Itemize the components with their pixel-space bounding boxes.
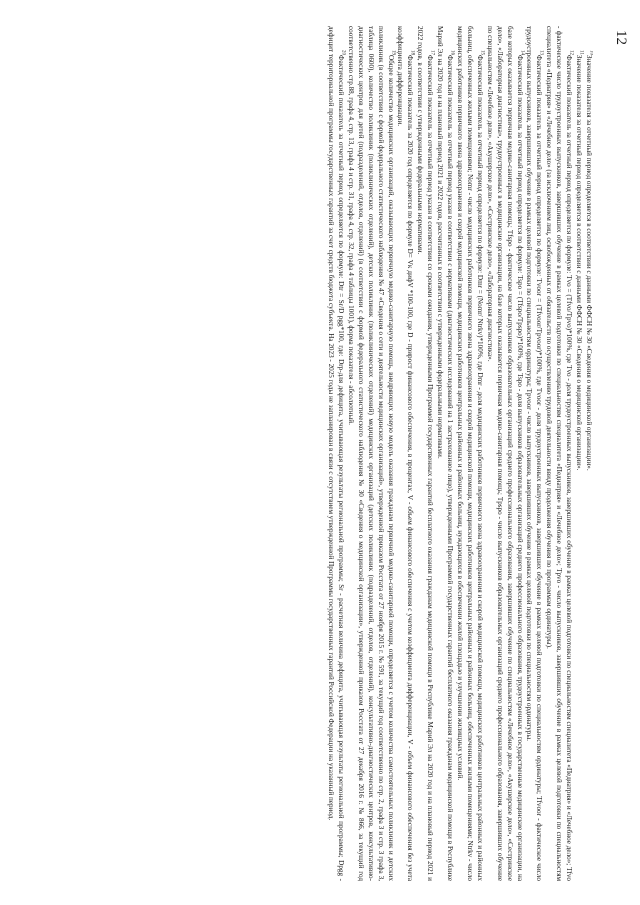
footnote-13: $^{13}$Фактический показатель за отчетный период определяется по формуле: Tvoor = (Tfvoor/Tpvoor)*100%, где Tvoor - доля трудоустроенных выпускников, завершивших обучение в рамках целевой подготовки по специальностям ординатуры; Tfvoor - фактическое число трудоустроенных выпускников, завершивших обучение в рамках целевой подготовки по специальностям ординатуры; Tpvoor - число выпускников, завершивших обучение в рамках целевой подготовки по специальностям ординатуры. <box>525 26 544 881</box>
footnote-12: $^{12}$Фактический показатель за отчетный период определяется по формуле: Tvo = (Tfvo/Tpvo)*100%, где Tvo - доля трудоустроенных выпускников, завершивших обучение в рамках целевой подготовки по специальностям специалитета «Педиатрия» и «Лечебное дело»; Tfvo - фактическое число трудоустроенных выпускников, завершивших обучение в рамках целевой подготовки по специальностям специалитета «Педиатрия» и «Лечебное дело»; Tpvo - число выпускников, завершивших обучение в рамках целевой подготовки по специальностям специалитета «Педиатрия» и «Лечебное дело» (за исключением лиц, освобожденных от обязательств по осуществлению трудовой деятельности ввиду продолжения обучения по программам ординатуры). <box>545 26 574 881</box>
footnotes-block <box>45 26 593 881</box>
footnote-15: $^{15}$Фактический показатель за отчетный период определяется по формуле: Dmr = (Nomr/ Ntrkv)*100%, где Dmr - доля медицинских работников первичного звена здравоохранения и скорой медицинской помощи, медицинских работников центральных районных и районных больниц, обеспеченных жилыми помещениями; Nomr - число медицинских работников первичного звена здравоохранения и скорой медицинской помощи, медицинских работников центральных районных и районных больниц, обеспеченных жилыми помещениями; Ntrkv - число медицинских работников первичного звена здравоохранения и скорой медицинской помощи, медицинских работников центральных районных и районных больниц, нуждающихся в обеспечении жилой площадью и улучшении жилищных условий. <box>456 26 485 881</box>
footnote-16: $^{16}$Фактический показатель за отчетный период указан в соответствии с нормативами (диагностических исследований на 1 застрахованное лицо), утвержденными Программой государственных гарантий бесплатного оказания гражданам медицинской помощи в Республике Марий Эл на 2020 год и на плановый период 2021 и 2022 годов, рассчитанных в соответствии с утвержденными федеральными нормативами. <box>436 26 455 881</box>
page-number: 12 <box>613 30 629 45</box>
footnote-18: $^{18}$Фактический показатель за 2020 год определяется по формуле D= Vк дифV *100-100, где D - прирост финансового обеспечения, в процентах, V - объем финансового обеспечения с учетом коэффициента дифференциации, V - объем финансового обеспечения без учета коэффициента дифференциации. <box>396 26 415 881</box>
footnote-14: $^{14}$Фактический показатель за отчетный период определяется по формуле: Tspo = (Tfspo/Tpspo)*100%, где Tspo - доля выпускников образовательных организаций среднего профессионального образования, трудоустроенных в государственные медицинские организации, на базе которых оказывается первичная медико-санитарная помощь; Tfspo - фактическое число выпускников образовательных организаций среднего профессионального образования, завершивших обучение по специальностям «Лечебное дело», «Акушерское дело», «Сестринское дело», «Лабораторная диагностика», трудоустроенных в медицинские организации, на базе которых оказывается первичная медико-санитарная помощь; Tpspo - число выпускников образовательных организаций среднего профессионального образования, завершивших обучение по специальностям «Лечебное дело», «Акушерское дело», «Сестринское дело», «Лабораторная диагностика». <box>485 26 524 881</box>
footnote-11: $^{11}$Значение показателя за отчетный период определяется в соответствии с данными ФФСН № 30 «Сведения о медицинской организации». <box>575 50 584 471</box>
footnote-17: $^{17}$Фактический показатель за отчетный период указан в соответствии со сроками ожидания, утвержденными Программой государственных гарантий бесплатного оказания гражданам медицинской помощи в Республике Марий Эл на 2020 год и на плановый период 2021 и 2022 годов, в соответствии с утвержденными федеральными нормативами. <box>416 26 435 881</box>
footnote-10: $^{10}$Значение показателя за отчетный период определяется в соответствии с данными ФФСН № 30 «Сведения о медицинской организации». <box>585 50 593 471</box>
footnote-20: $^{20}$Фактический показатель за отчетный период определяется по формуле: Dtr = Sr/D pgg*100, где: Drp-для дефицита, учитывающая результаты региональной программы; Sr - расчетная величина дефицита, учитывающая результаты региональной программы; Dpgg - дефицит территориальной программы государственных гарантий за счет средств бюджета субъекта. На 2023 - 2025 годы не запланирован в связи с отсутствием утвержденной Программы государственных гарантий Российской Федерации на указанный период. <box>327 26 346 881</box>
footnote-19: $^{19}$Общее количество медицинских организаций, оказывающих первичную медико-санитарную помощь, внедряющих новую модель оказания гражданам первичной медико-санитарной помощи, определяется с учетом количества самостоятельных поликлиник и детских поликлиник (в соответствии с формой федерального статистического наблюдения № 47 «Сведения о сети и деятельности медицинских организаций», утвержденной приказом Росстата от 27 ноября 2015 г. № 591, за текущий год соответственно по стр. 2, графа 3 и стр. 3 графа 3, таблица 0600), количество поликлиник (поликлинических отделений), детских поликлиник (поликлинических отделений) медицинских организаций (детских поликлиник (подразделений, отделов, отделений), консультативно-диагностических центров, консультативно-диагностических центров для детей (подразделений, отделов, отделений) (в соответствии с формой федерального статистического наблюдения № 30 «Сведения о медицинской организации», утвержденной приказом Росстата от 27 декабря 2016 г. № 866, за текущий год соответственно стр.88, графа 4, стр. 13, графа 4 и стр. 31, графа 4, стр. 32, графа 4 таблицы 1001), форма показателя - абсолютный. <box>346 26 395 881</box>
